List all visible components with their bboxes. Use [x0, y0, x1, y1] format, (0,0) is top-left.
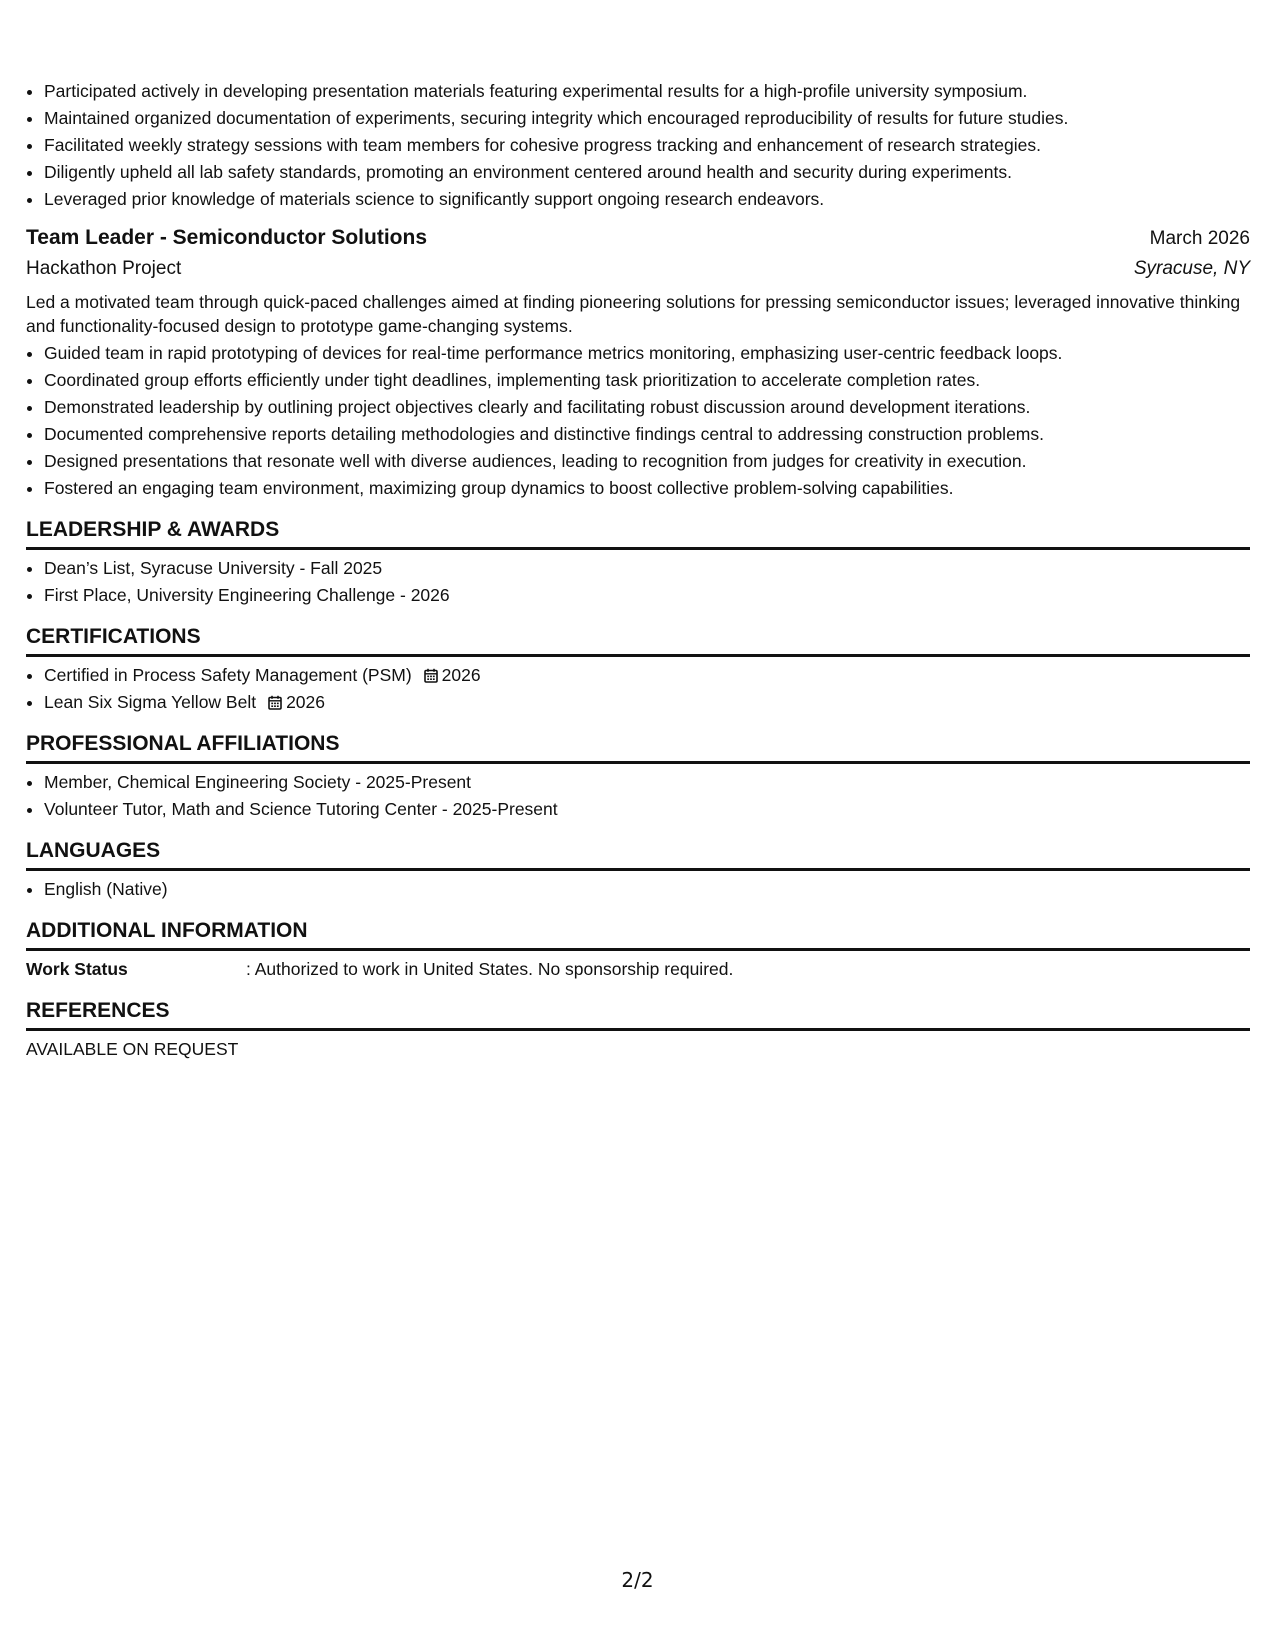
job-summary: Led a motivated team through quick-paced challenges aimed at finding pioneering solutions for pressing semiconductor issues; leveraged innovative thinking and functionality-focused design to prototype game-changing systems.	[26, 292, 1241, 336]
job-date: March 2026	[1149, 228, 1250, 249]
page-number: 2/2	[621, 1568, 654, 1592]
list-item: • Member, Chemical Engineering Society - 2025-Present	[44, 769, 1250, 796]
list-item: • Participated actively in developing presentation materials featuring experimental results for a high-profile university symposium.	[44, 78, 1250, 105]
intro-bullet-list	[26, 78, 1250, 213]
certification-name: Lean Six Sigma Yellow Belt	[44, 692, 257, 712]
list-item: • Documented comprehensive reports detailing methodologies and distinctive findings central to addressing construction problems.	[44, 421, 1250, 448]
certification-year: 2026	[441, 665, 481, 685]
list-item: • Diligently upheld all lab safety standards, promoting an environment centered around health and security during experiments.	[44, 159, 1250, 186]
resume-page	[26, 78, 1250, 1063]
calendar-icon	[268, 695, 282, 710]
list-item: • Designed presentations that resonate well with diverse audiences, leading to recognition from judges for creativity in execution.	[44, 448, 1250, 475]
job-bullet-list	[26, 340, 1250, 502]
references-text: AVAILABLE ON REQUEST	[26, 1039, 239, 1059]
list-item: • Dean’s List, Syracuse University - Fall 2025	[44, 555, 1250, 582]
list-item	[44, 662, 1250, 689]
job-location: Syracuse, NY	[1133, 258, 1250, 279]
work-status-label: Work Status	[26, 959, 128, 979]
experience-entry	[26, 223, 1250, 502]
list-item: • Guided team in rapid prototyping of devices for real-time performance metrics monitoring, emphasizing user-centric feedback loops.	[44, 340, 1250, 367]
work-status-value: : Authorized to work in United States. No sponsorship required.	[246, 959, 734, 979]
job-header-row	[26, 223, 1250, 254]
certifications-list	[26, 662, 1250, 716]
work-status-row	[26, 956, 1250, 983]
section-title-leadership: LEADERSHIP & AWARDS	[26, 516, 1250, 550]
list-item: • Maintained organized documentation of experiments, securing integrity which encouraged reproducibility of results for future studies.	[44, 105, 1250, 132]
section-title-languages: LANGUAGES	[26, 837, 1250, 871]
list-item: • English (Native)	[44, 876, 1250, 903]
certification-name: Certified in Process Safety Management (PSM)	[44, 665, 412, 685]
job-title: Team Leader - Semiconductor Solutions	[26, 226, 428, 249]
section-title-certifications: CERTIFICATIONS	[26, 623, 1250, 657]
section-title-additional-information: ADDITIONAL INFORMATION	[26, 917, 1250, 951]
list-item: • Demonstrated leadership by outlining project objectives clearly and facilitating robust discussion around development iterations.	[44, 394, 1250, 421]
list-item: • Coordinated group efforts efficiently under tight deadlines, implementing task prioritization to accelerate completion rates.	[44, 367, 1250, 394]
list-item	[44, 689, 1250, 716]
job-org-row	[26, 254, 1250, 284]
languages-list	[26, 876, 1250, 903]
list-item: • Fostered an engaging team environment, maximizing group dynamics to boost collective problem-solving capabilities.	[44, 475, 1250, 502]
affiliations-list	[26, 769, 1250, 823]
list-item: • First Place, University Engineering Challenge - 2026	[44, 582, 1250, 609]
list-item: • Volunteer Tutor, Math and Science Tutoring Center - 2025-Present	[44, 796, 1250, 823]
calendar-icon	[424, 668, 438, 683]
section-title-references: REFERENCES	[26, 997, 1250, 1031]
job-organization: Hackathon Project	[26, 258, 182, 279]
list-item: • Facilitated weekly strategy sessions with team members for cohesive progress tracking and enhancement of research strategies.	[44, 132, 1250, 159]
list-item: • Leveraged prior knowledge of materials science to significantly support ongoing research endeavors.	[44, 186, 1250, 213]
section-title-affiliations: PROFESSIONAL AFFILIATIONS	[26, 730, 1250, 764]
leadership-list	[26, 555, 1250, 609]
certification-year: 2026	[286, 692, 326, 712]
